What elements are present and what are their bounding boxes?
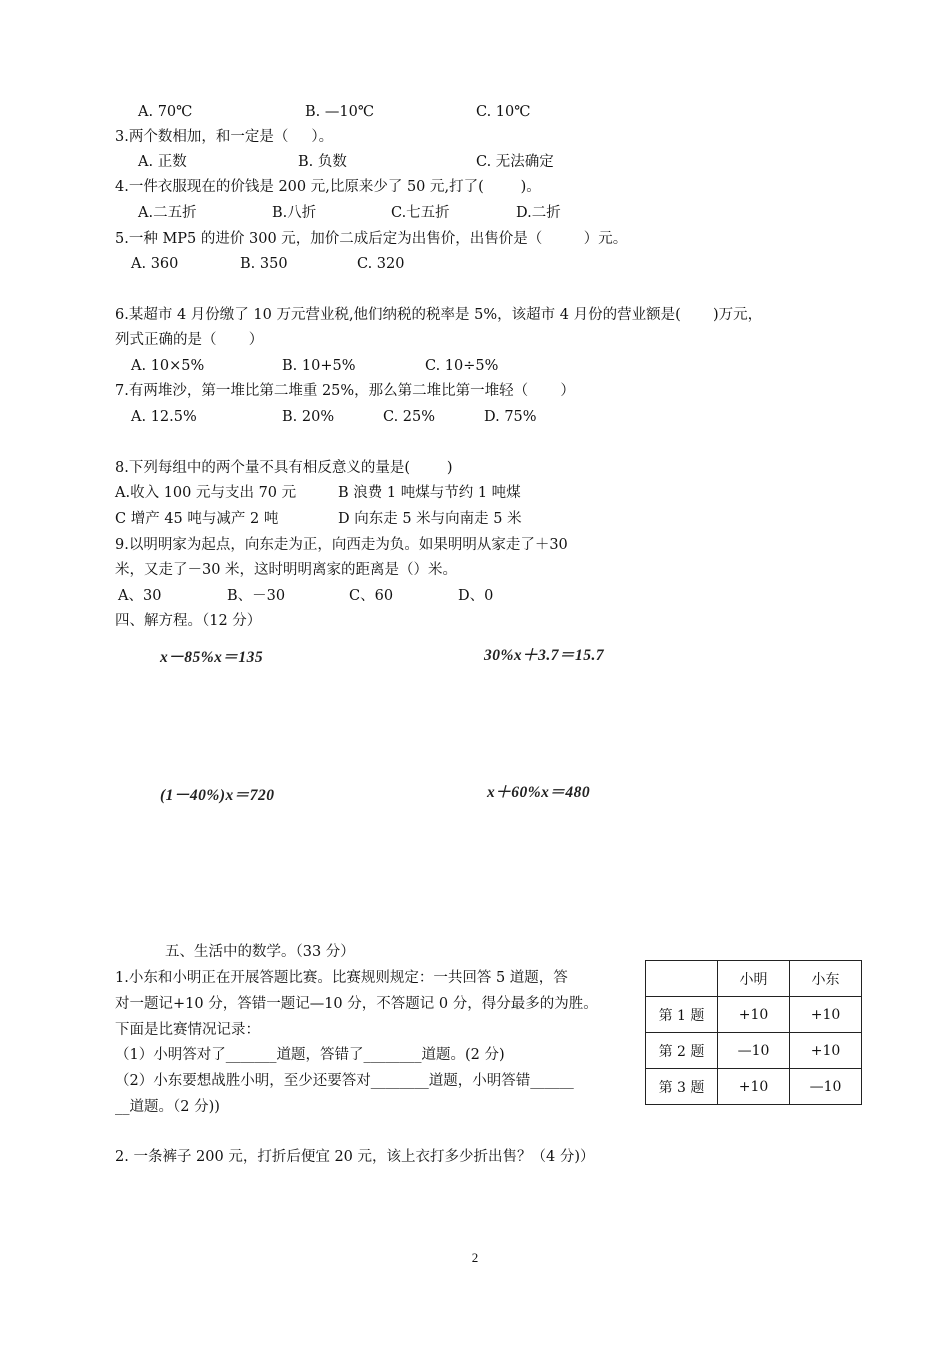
section4-title: 四、解方程。（12 分） [115, 613, 262, 629]
s5-p1-line2: 对一题记+10 分，答错一题记—10 分，不答题记 0 分，得分最多的为胜。 [115, 996, 598, 1012]
table-header-cell: 小明 [718, 961, 790, 997]
table-cell: 第 2 题 [646, 1033, 718, 1069]
q3-option-b: B. 负数 [298, 154, 347, 170]
s5-p2: 2. 一条裤子 200 元，打折后便宜 20 元，该上衣打多少折出售？（4 分)） [115, 1149, 595, 1165]
q5-stem: 5.一种 MP5 的进价 300 元，加价二成后定为出售价，出售价是（ ）元。 [115, 231, 628, 247]
q8-stem: 8.下列每组中的两个量不具有相反意义的量是( ) [115, 460, 453, 476]
table-cell: +10 [718, 997, 790, 1033]
q3-option-c: C. 无法确定 [476, 154, 554, 170]
q7-option-c: C. 25% [383, 409, 436, 425]
q2-option-a: A. 70℃ [138, 104, 193, 120]
q3-option-a: A. 正数 [138, 154, 187, 170]
s5-p1-line1: 1.小东和小明正在开展答题比赛。比赛规则规定：一共回答 5 道题，答 [115, 970, 568, 986]
q9-stem-line1: 9.以明明家为起点，向东走为正，向西走为负。如果明明从家走了＋30 [115, 537, 568, 553]
s5-p1-sub2-line2: __道题。（2 分)) [115, 1099, 220, 1115]
q6-stem-line1: 6.某超市 4 月份缴了 10 万元营业税,他们纳税的税率是 5%，该超市 4 月份的营业额是( )万元， [115, 307, 763, 323]
q6-option-c: C. 10÷5% [425, 358, 499, 374]
table-row [646, 1069, 862, 1105]
table-header-row [646, 961, 862, 997]
q4-option-b: B.八折 [272, 205, 317, 221]
score-table [645, 960, 862, 1105]
q5-option-a: A. 360 [131, 256, 179, 272]
q7-stem: 7.有两堆沙，第一堆比第二堆重 25%，那么第二堆比第一堆轻（ ） [115, 383, 575, 399]
q4-stem: 4.一件衣服现在的价钱是 200 元,比原来少了 50 元,打了( )。 [115, 179, 541, 195]
table-cell: +10 [790, 1033, 862, 1069]
q5-option-b: B. 350 [240, 256, 288, 272]
table-cell: —10 [790, 1069, 862, 1105]
q6-stem-line2: 列式正确的是（ ） [115, 332, 264, 348]
table-header-cell [646, 961, 718, 997]
q4-option-c: C.七五折 [391, 205, 450, 221]
q5-option-c: C. 320 [357, 256, 405, 272]
q4-option-d: D.二折 [516, 205, 561, 221]
table-header-cell: 小东 [790, 961, 862, 997]
q2-option-c: C. 10℃ [476, 104, 531, 120]
equation-2: 30%x＋3.7＝15.7 [484, 647, 605, 664]
equation-1: x－85%x＝135 [160, 649, 264, 666]
s5-p1-line3: 下面是比赛情况记录： [115, 1022, 260, 1038]
q7-option-a: A. 12.5% [131, 409, 197, 425]
table-row [646, 997, 862, 1033]
equation-4: x＋60%x＝480 [487, 784, 591, 801]
table-cell: —10 [718, 1033, 790, 1069]
q8-option-d: D 向东走 5 米与向南走 5 米 [338, 511, 522, 527]
q8-option-a: A.收入 100 元与支出 70 元 [115, 485, 297, 501]
section5-title: 五、生活中的数学。（33 分） [165, 944, 355, 960]
q9-option-c: C、60 [349, 588, 394, 604]
q8-option-b: B 浪费 1 吨煤与节约 1 吨煤 [338, 485, 521, 501]
table-cell: +10 [790, 997, 862, 1033]
q7-option-d: D. 75% [484, 409, 537, 425]
equation-3: (1－40%)x＝720 [160, 787, 275, 804]
table-cell: 第 3 题 [646, 1069, 718, 1105]
table-cell: +10 [718, 1069, 790, 1105]
q2-option-b: B. —10℃ [305, 104, 375, 120]
s5-p1-sub2-line1: （2）小东要想战胜小明，至少还要答对________道题，小明答错______ [115, 1073, 574, 1089]
q9-option-d: D、0 [458, 588, 494, 604]
page-number: 2 [471, 1250, 479, 1265]
q7-option-b: B. 20% [282, 409, 335, 425]
q3-stem: 3.两个数相加，和一定是（ ）。 [115, 129, 334, 145]
q9-option-b: B、－30 [227, 588, 286, 604]
s5-p1-sub1: （1）小明答对了_______道题，答错了________道题。(2 分) [115, 1047, 505, 1063]
q9-stem-line2: 米，又走了－30 米，这时明明离家的距离是（）米。 [115, 562, 458, 578]
q4-option-a: A.二五折 [138, 205, 197, 221]
q6-option-a: A. 10×5% [131, 358, 205, 374]
q6-option-b: B. 10+5% [282, 358, 356, 374]
table-row [646, 1033, 862, 1069]
table-cell: 第 1 题 [646, 997, 718, 1033]
q8-option-c: C 增产 45 吨与减产 2 吨 [115, 511, 279, 527]
q9-option-a: A、30 [118, 588, 162, 604]
